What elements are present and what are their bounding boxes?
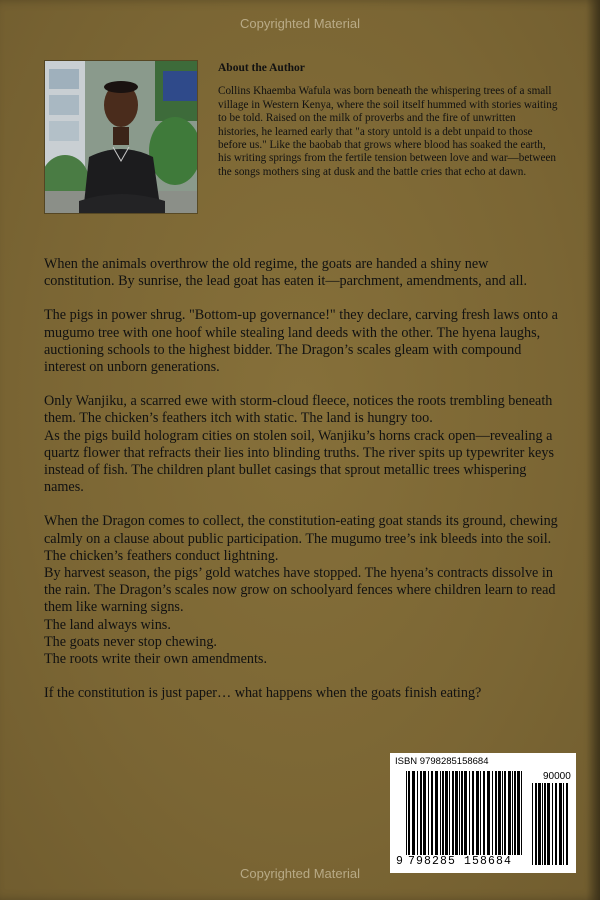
barcode-bar: [487, 771, 490, 855]
barcode-digits: 798285 158684: [408, 855, 513, 868]
blurb-paragraph-1: When the animals overthrow the old regime, the goats are handed a shiny new constitution. By sunrise, the lead goat has eaten it—parchment, amendments, and all.: [44, 256, 528, 290]
barcode-bar: [472, 771, 474, 855]
barcode-bar: [480, 771, 481, 855]
barcode-bar: [412, 771, 415, 855]
about-the-author: [218, 62, 558, 179]
barcode-bar: [544, 783, 546, 865]
barcode-bar: [542, 783, 543, 865]
blurb-line: Only Wanjiku, a scarred ewe with storm-cloud fleece, notices the roots trembling beneath them. The chicken’s feathers itch with static. The land is hungry too.: [44, 393, 553, 427]
blurb-line: When the Dragon comes to collect, the constitution-eating goat stands its ground, chewing calmly on a clause about public participation. The mugumo tree’s ink bleeds into the soil. The chicken’s feathers conduct lightning.: [44, 513, 558, 564]
blurb-line: By harvest season, the pigs’ gold watches have stopped. The hyena’s contracts dissolve in the rain. The Dragon’s scales now grow on schoolyard fences where children learn to read them like warning signs.: [44, 565, 556, 616]
watermark-top: Copyrighted Material: [240, 16, 360, 31]
blurb-line: The goats never stop chewing.: [44, 633, 217, 650]
barcode-bar: [455, 771, 458, 855]
barcode-bar: [498, 771, 501, 855]
barcode-bar: [476, 771, 479, 855]
author-bio: Collins Khaemba Wafula was born beneath the whispering trees of a small village in Western Kenya, where the soil itself hummed with stories waiting to be told. Raised on the milk of proverbs and the fire of unwritten histories, he learned early that "a story untold is a debt unpaid to those before us." Like the baobab that grows where blood has soaked the earth, his writing springs from the fertile tension between love and war—between the songs mothers sing at dusk and the battle cries that echo at dawn.: [218, 85, 558, 178]
barcode-bar: [464, 771, 467, 855]
barcode-bar: [442, 771, 444, 855]
barcode-bar: [445, 771, 448, 855]
barcode-bar: [504, 771, 506, 855]
isbn-label: ISBN 9798285158684: [395, 756, 489, 767]
price-code: 90000: [543, 771, 571, 782]
blurb-closing-question: If the constitution is just paper… what happens when the goats finish eating?: [44, 685, 482, 702]
barcode-bar: [521, 771, 522, 855]
barcode-bar: [408, 771, 410, 855]
barcode-bar: [552, 783, 553, 865]
barcode-bar: [517, 771, 520, 855]
barcode-bar: [502, 771, 503, 855]
about-heading: About the Author: [218, 62, 305, 74]
blurb-paragraph-4: [44, 513, 560, 668]
author-portrait-image: [45, 61, 197, 213]
barcode-bar: [452, 771, 454, 855]
barcode-bar: [459, 771, 460, 855]
barcode-bar: [417, 771, 418, 855]
blurb-paragraph-2: The pigs in power shrug. "Bottom-up governance!" they declare, carving fresh laws onto a mugumo tree with one hoof while stealing land deeds with the other. The hyena laughs, auctioning schools to the highest bidder. The Dragon’s scales gleam with compound interest on unborn generations.: [44, 307, 558, 376]
barcode-bar: [563, 783, 564, 865]
barcode-bar: [514, 771, 516, 855]
barcode-bar: [492, 771, 493, 855]
barcode-bar: [449, 771, 450, 855]
barcode-bar: [428, 771, 429, 855]
barcode-bar: [440, 771, 441, 855]
blurb-paragraph-3: [44, 393, 560, 496]
blurb-line: The land always wins.: [44, 616, 171, 633]
barcode-bar: [559, 783, 562, 865]
barcode-bar: [495, 771, 497, 855]
barcode-bar: [423, 771, 426, 855]
barcode-bar: [547, 783, 550, 865]
book-blurb: [44, 256, 560, 719]
barcode-bar: [469, 771, 470, 855]
watermark-bottom: Copyrighted Material: [240, 866, 360, 881]
isbn-barcode: [390, 753, 576, 873]
barcode-bar: [508, 771, 511, 855]
barcode-bar: [431, 771, 433, 855]
blurb-line: The roots write their own amendments.: [44, 651, 268, 668]
author-photo: [44, 60, 198, 214]
barcode-bar: [435, 771, 438, 855]
barcode-bar: [406, 771, 407, 855]
barcode-bar: [483, 771, 485, 855]
barcode-bar: [420, 771, 422, 855]
barcode-bar: [532, 783, 533, 865]
barcode-bar: [566, 783, 568, 865]
barcode-digit-first: 9: [396, 855, 405, 868]
spine-shadow: [586, 0, 600, 900]
blurb-line: As the pigs build hologram cities on stolen soil, Wanjiku’s horns crack open—revealing a quartz flower that refracts their lies into blinding truths. The river spits up typewriter keys instead of fish. The children plant bullet casings that sprout metallic trees whispering names.: [44, 427, 554, 496]
barcode-bar: [535, 783, 537, 865]
barcode-bar: [461, 771, 463, 855]
barcode-bar: [555, 783, 557, 865]
barcode-bar: [538, 783, 541, 865]
barcode-bar: [512, 771, 513, 855]
